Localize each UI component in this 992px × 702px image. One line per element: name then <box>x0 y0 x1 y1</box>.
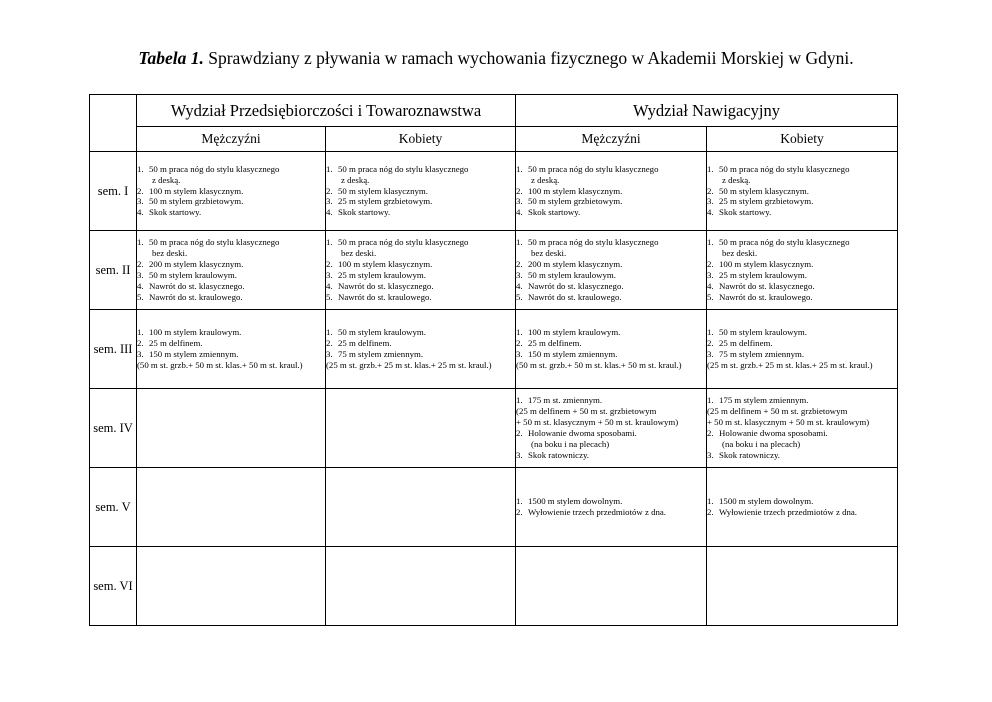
item-detail: (25 m delfinem + 50 m st. grzbietowym <box>516 406 657 417</box>
item-number: 1. <box>137 327 144 338</box>
item-text: Nawrót do st. klasycznego. <box>719 280 815 291</box>
semester-row <box>90 310 898 389</box>
numbered-item <box>516 270 706 281</box>
numbered-item <box>137 186 325 197</box>
numbered-item <box>137 349 325 360</box>
item-number: 2. <box>326 259 333 270</box>
numbered-item <box>326 349 515 360</box>
item-number: 3. <box>137 196 144 207</box>
numbered-item <box>707 281 897 292</box>
numbered-item <box>707 186 897 197</box>
item-text: 50 m stylem kraulowym. <box>719 327 807 338</box>
item-number: 4. <box>516 280 523 291</box>
item-text: Holowanie dwoma sposobami. <box>719 428 828 438</box>
item-text: 150 m stylem zmiennym. <box>149 349 239 359</box>
item-number: 1. <box>707 327 714 338</box>
numbered-item <box>516 338 706 349</box>
item-number: 1. <box>326 237 333 248</box>
numbered-item <box>707 507 897 518</box>
requirements-cell <box>137 468 326 547</box>
requirements-cell <box>326 231 516 310</box>
item-continuation: z deską. <box>722 174 751 185</box>
item-text: Skok startowy. <box>338 207 391 218</box>
numbered-item <box>707 395 897 406</box>
item-number: 3. <box>707 349 714 359</box>
item-text: 1500 m stylem dowolnym. <box>719 496 814 507</box>
requirements-cell <box>326 468 516 547</box>
item-number: 2. <box>516 338 523 349</box>
item-text: 50 m praca nóg do stylu klasycznego <box>528 237 659 248</box>
item-detail: + 50 m st. klasycznym + 50 m st. kraulowym) <box>707 417 870 428</box>
numbered-item <box>326 196 515 207</box>
requirements-cell <box>137 389 326 468</box>
item-text: 200 m stylem klasycznym. <box>149 259 244 270</box>
requirements-cell <box>516 547 707 626</box>
numbered-item <box>137 270 325 281</box>
semester-label: sem. IV <box>90 389 137 468</box>
requirements-cell <box>516 389 707 468</box>
gender-header: Kobiety <box>326 127 516 152</box>
numbered-item <box>707 207 897 218</box>
item-text: 100 m stylem klasycznym. <box>719 259 814 270</box>
item-number: 2. <box>516 507 523 517</box>
item-number: 1. <box>516 327 523 338</box>
item-text: 100 m stylem klasycznym. <box>149 185 244 196</box>
requirements-cell <box>707 152 898 231</box>
item-text: 25 m delfinem. <box>149 338 203 349</box>
item-text: Skok startowy. <box>149 207 202 218</box>
numbered-item <box>516 496 706 507</box>
table-body <box>90 95 898 626</box>
numbered-item <box>137 327 325 338</box>
item-text: 75 m stylem zmiennym. <box>719 349 805 359</box>
gender-header: Mężczyźni <box>137 127 326 152</box>
requirements-cell <box>137 547 326 626</box>
item-text: 50 m praca nóg do stylu klasycznego <box>719 237 850 248</box>
item-continuation: bez deski. <box>152 248 188 259</box>
semester-label: sem. VI <box>90 547 137 626</box>
item-text: 100 m stylem kraulowym. <box>149 327 242 338</box>
requirements-cell <box>516 310 707 389</box>
item-text: 25 m stylem grzbietowym. <box>338 196 433 207</box>
gender-header-row <box>90 127 898 152</box>
item-number: 3. <box>516 349 523 359</box>
numbered-item <box>137 292 325 303</box>
numbered-item <box>707 196 897 207</box>
item-number: 1. <box>516 496 523 507</box>
item-detail: (25 m st. grzb.+ 25 m st. klas.+ 25 m st. kraul.) <box>326 359 492 370</box>
item-continuation: bez deski. <box>531 248 567 259</box>
item-text: 50 m praca nóg do stylu klasycznego <box>528 163 659 174</box>
requirements-cell <box>707 547 898 626</box>
corner-cell <box>90 95 137 152</box>
item-text: 200 m stylem klasycznym. <box>528 259 623 270</box>
item-text: 75 m stylem zmiennym. <box>338 349 424 359</box>
numbered-item <box>326 327 515 338</box>
numbered-item <box>516 507 706 518</box>
item-number: 2. <box>707 259 714 270</box>
semester-row <box>90 389 898 468</box>
item-number: 2. <box>707 507 714 517</box>
numbered-item <box>707 496 897 507</box>
requirements-cell <box>137 310 326 389</box>
item-number: 2. <box>707 338 714 349</box>
swimming-tests-table <box>89 94 898 626</box>
item-text: 50 m praca nóg do stylu klasycznego <box>149 163 280 174</box>
item-number: 2. <box>137 185 144 196</box>
numbered-item <box>707 450 897 461</box>
item-number: 2. <box>707 185 714 196</box>
item-continuation: bez deski. <box>722 248 758 259</box>
item-text: 1500 m stylem dowolnym. <box>528 496 623 507</box>
numbered-item <box>707 270 897 281</box>
item-number: 5. <box>137 291 144 302</box>
item-text: Nawrót do st. klasycznego. <box>149 280 245 291</box>
requirements-cell <box>707 310 898 389</box>
item-text: 25 m stylem kraulowym. <box>338 270 426 280</box>
item-text: 100 m stylem kraulowym. <box>528 327 621 338</box>
item-text: Nawrót do st. kraulowego. <box>719 291 813 302</box>
item-text: Nawrót do st. kraulowego. <box>338 291 432 302</box>
numbered-item <box>707 428 897 439</box>
numbered-item <box>137 196 325 207</box>
item-number: 3. <box>326 196 333 207</box>
item-text: 50 m praca nóg do stylu klasycznego <box>338 237 469 248</box>
item-number: 4. <box>707 207 714 218</box>
item-text: Nawrót do st. klasycznego. <box>338 280 434 291</box>
item-text: 50 m praca nóg do stylu klasycznego <box>149 237 280 248</box>
numbered-item <box>137 207 325 218</box>
item-number: 5. <box>516 291 523 302</box>
item-detail: (25 m st. grzb.+ 25 m st. klas.+ 25 m st. kraul.) <box>707 359 873 370</box>
item-text: Skok ratowniczy. <box>528 449 590 460</box>
item-number: 2. <box>137 259 144 270</box>
item-number: 1. <box>516 163 523 174</box>
numbered-item <box>707 237 897 248</box>
item-number: 5. <box>707 291 714 302</box>
item-number: 1. <box>326 327 333 338</box>
item-number: 2. <box>707 428 714 438</box>
item-number: 3. <box>326 349 333 359</box>
item-number: 1. <box>137 163 144 174</box>
item-text: Nawrót do st. kraulowego. <box>149 291 243 302</box>
item-text: 25 m stylem kraulowym. <box>719 270 807 280</box>
item-number: 3. <box>516 270 523 280</box>
numbered-item <box>516 281 706 292</box>
item-number: 3. <box>707 196 714 207</box>
faculty-header-row <box>90 95 898 127</box>
numbered-item <box>137 281 325 292</box>
requirements-cell <box>137 152 326 231</box>
numbered-item <box>707 164 897 175</box>
requirements-cell <box>707 389 898 468</box>
item-text: Skok ratowniczy. <box>719 449 781 460</box>
item-text: 100 m stylem klasycznym. <box>528 185 623 196</box>
numbered-item <box>326 186 515 197</box>
item-continuation: bez deski. <box>341 248 377 259</box>
numbered-item <box>516 237 706 248</box>
numbered-item <box>326 164 515 175</box>
item-text: Skok startowy. <box>719 207 772 218</box>
item-text: Wyłowienie trzech przedmiotów z dna. <box>719 507 857 517</box>
item-text: 25 m delfinem. <box>338 338 392 349</box>
item-number: 3. <box>137 349 144 359</box>
item-continuation: (na boku i na plecach) <box>722 438 801 449</box>
numbered-item <box>137 338 325 349</box>
semester-label: sem. III <box>90 310 137 389</box>
numbered-item <box>516 207 706 218</box>
item-detail: (50 m st. grzb.+ 50 m st. klas.+ 50 m st. kraul.) <box>516 359 682 370</box>
numbered-item <box>326 259 515 270</box>
numbered-item <box>516 164 706 175</box>
item-number: 4. <box>707 280 714 291</box>
numbered-item <box>707 292 897 303</box>
numbered-item <box>707 327 897 338</box>
item-number: 2. <box>326 185 333 196</box>
requirements-cell <box>516 152 707 231</box>
semester-row <box>90 468 898 547</box>
numbered-item <box>707 349 897 360</box>
numbered-item <box>707 338 897 349</box>
item-number: 3. <box>516 196 523 207</box>
item-number: 3. <box>707 449 714 460</box>
item-detail: (50 m st. grzb.+ 50 m st. klas.+ 50 m st. kraul.) <box>137 359 303 370</box>
numbered-item <box>137 164 325 175</box>
item-text: 50 m stylem klasycznym. <box>719 185 809 196</box>
item-text: 50 m stylem grzbietowym. <box>149 196 244 207</box>
requirements-cell <box>516 468 707 547</box>
item-text: 50 m praca nóg do stylu klasycznego <box>719 163 850 174</box>
numbered-item <box>137 259 325 270</box>
requirements-cell <box>326 389 516 468</box>
item-continuation: z deską. <box>152 174 181 185</box>
gender-header: Mężczyźni <box>516 127 707 152</box>
item-detail: (25 m delfinem + 50 m st. grzbietowym <box>707 406 848 417</box>
item-text: Holowanie dwoma sposobami. <box>528 428 637 438</box>
item-text: 175 m st. zmiennym. <box>528 395 603 406</box>
item-text: 100 m stylem klasycznym. <box>338 259 433 270</box>
item-number: 1. <box>707 496 714 507</box>
numbered-item <box>516 450 706 461</box>
item-text: 50 m stylem kraulowym. <box>338 327 426 338</box>
item-number: 1. <box>516 237 523 248</box>
item-number: 5. <box>326 291 333 302</box>
table-caption <box>0 48 992 69</box>
semester-row <box>90 231 898 310</box>
item-detail: + 50 m st. klasycznym + 50 m st. kraulowym) <box>516 417 679 428</box>
semester-label: sem. II <box>90 231 137 310</box>
item-text: Wyłowienie trzech przedmiotów z dna. <box>528 507 666 517</box>
faculty-header: Wydział Przedsiębiorczości i Towaroznawstwa <box>137 95 516 127</box>
numbered-item <box>516 186 706 197</box>
semester-row <box>90 547 898 626</box>
numbered-item <box>516 292 706 303</box>
item-number: 1. <box>707 163 714 174</box>
item-text: 50 m stylem grzbietowym. <box>528 196 623 207</box>
numbered-item <box>326 270 515 281</box>
item-text: 50 m stylem klasycznym. <box>338 185 428 196</box>
item-number: 4. <box>516 207 523 218</box>
numbered-item <box>516 259 706 270</box>
requirements-cell <box>707 231 898 310</box>
requirements-cell <box>516 231 707 310</box>
item-number: 1. <box>707 395 714 406</box>
caption-text: Sprawdziany z pływania w ramach wychowania fizycznego w Akademii Morskiej w Gdyni. <box>208 48 854 68</box>
item-text: 50 m stylem kraulowym. <box>528 270 616 280</box>
item-text: 175 m stylem zmiennym. <box>719 395 809 406</box>
semester-label: sem. V <box>90 468 137 547</box>
item-text: 50 m stylem kraulowym. <box>149 270 237 280</box>
item-text: Skok startowy. <box>528 207 581 218</box>
item-number: 3. <box>707 270 714 280</box>
item-number: 4. <box>326 280 333 291</box>
semester-row <box>90 152 898 231</box>
item-text: 25 m delfinem. <box>719 338 773 349</box>
item-continuation: (na boku i na plecach) <box>531 438 610 449</box>
requirements-cell <box>326 152 516 231</box>
item-number: 2. <box>516 428 523 438</box>
item-number: 4. <box>326 207 333 218</box>
requirements-cell <box>137 231 326 310</box>
item-text: 150 m stylem zmiennym. <box>528 349 618 359</box>
numbered-item <box>516 327 706 338</box>
requirements-cell <box>326 310 516 389</box>
item-number: 2. <box>137 338 144 349</box>
item-text: 25 m delfinem. <box>528 338 582 349</box>
item-number: 3. <box>326 270 333 280</box>
faculty-header: Wydział Nawigacyjny <box>516 95 898 127</box>
numbered-item <box>137 237 325 248</box>
numbered-item <box>516 196 706 207</box>
item-number: 4. <box>137 207 144 218</box>
numbered-item <box>326 281 515 292</box>
numbered-item <box>326 338 515 349</box>
caption-label: Tabela 1. <box>138 48 204 68</box>
item-number: 3. <box>137 270 144 280</box>
numbered-item <box>326 292 515 303</box>
item-number: 1. <box>326 163 333 174</box>
requirements-cell <box>326 547 516 626</box>
item-number: 1. <box>137 237 144 248</box>
item-text: Nawrót do st. klasycznego. <box>528 280 624 291</box>
item-continuation: z deską. <box>341 174 370 185</box>
item-number: 2. <box>516 259 523 270</box>
item-number: 1. <box>707 237 714 248</box>
item-number: 2. <box>326 338 333 349</box>
semester-label: sem. I <box>90 152 137 231</box>
numbered-item <box>707 259 897 270</box>
numbered-item <box>516 349 706 360</box>
item-number: 1. <box>516 395 523 406</box>
item-text: 25 m stylem grzbietowym. <box>719 196 814 207</box>
numbered-item <box>516 395 706 406</box>
gender-header: Kobiety <box>707 127 898 152</box>
item-text: Nawrót do st. kraulowego. <box>528 291 622 302</box>
requirements-cell <box>707 468 898 547</box>
item-number: 4. <box>137 280 144 291</box>
item-text: 50 m praca nóg do stylu klasycznego <box>338 163 469 174</box>
item-number: 3. <box>516 449 523 460</box>
numbered-item <box>516 428 706 439</box>
item-continuation: z deską. <box>531 174 560 185</box>
numbered-item <box>326 237 515 248</box>
numbered-item <box>326 207 515 218</box>
item-number: 2. <box>516 185 523 196</box>
